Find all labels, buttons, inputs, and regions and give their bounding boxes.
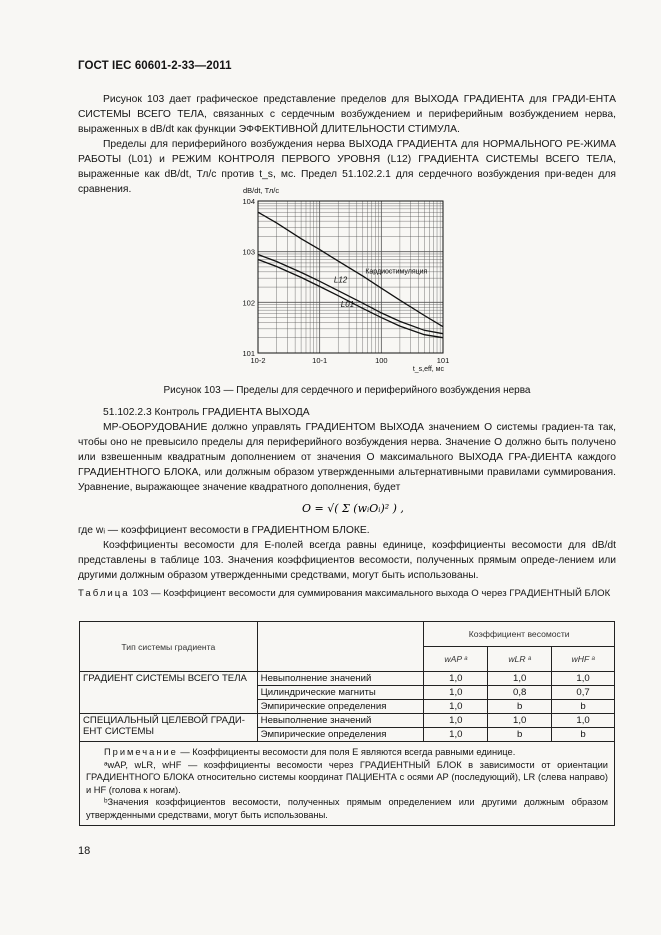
y-tick-label: 101 [242, 349, 255, 358]
note-text: — Коэффициенты весомости для поля E являются всегда равными единице. [180, 747, 516, 757]
note-general [86, 746, 608, 759]
group-special: СПЕЦИАЛЬНЫЙ ЦЕЛЕВОЙ ГРАДИ-ЕНТ СИСТЕМЫ [80, 714, 258, 742]
note-word: Примечание [104, 747, 178, 757]
group-whole-body: ГРАДИЕНТ СИСТЕМЫ ВСЕГО ТЕЛА [80, 672, 258, 714]
row-desc: Эмпирические определения [257, 700, 424, 714]
paragraph-weights [78, 523, 616, 583]
table-notes [80, 742, 615, 826]
series-label: L01 [340, 300, 355, 310]
formula [300, 488, 410, 528]
row-desc: Невыполнение значений [257, 714, 424, 728]
paragraph-5: Коэффициенты весомости для E-полей всегда равны единице, коэффициенты весомости для dB/dt представлены в таблице 103. Значения коэффициентов весомости, полученных прямым опреде-лением или другими должным образом утвержденными средствами, могут быть использованы. [78, 540, 616, 581]
cell-hf: b [552, 700, 615, 714]
cell-lr: b [488, 700, 552, 714]
paragraph-1: Рисунок 103 дает графическое представление пределов для ВЫХОДА ГРАДИЕНТА для ГРАДИ-ЕНТА СИСТЕМЫ ВСЕГО ТЕЛА, связанных с сердечным возбуждением и периферийным возбуждением нерва, выраженных в dB/dt как функции ЭФФЕКТИВНОЙ ДЛИТЕЛЬНОСТИ СТИМУЛА. [78, 94, 616, 135]
x-tick-label: 10-2 [250, 356, 266, 365]
paragraph-3: МР-ОБОРУДОВАНИЕ должно управлять ГРАДИЕНТОМ ВЫХОДА значением O системы градиен-та так, чтобы оно не превысило пределы для периферийного возбуждения нерва. Значение O должно быть получено или взвешенным квадратным дополнением от значения O максимального ВЫХОДА ГРА-ДИЕНТА каждого ГРАДИЕНТНОГО БЛОКА, или должным образом утвержденными альтернативными правилами суммирования. Уравнение, выражающее значение квадратного дополнения, будет [78, 422, 616, 493]
x-tick-label: 10-1 [312, 356, 328, 365]
section-title: 51.102.2.3 Контроль ГРАДИЕНТА ВЫХОДА [103, 407, 310, 418]
y-tick-label: 102 [242, 298, 255, 308]
limits-chart [225, 183, 465, 383]
cell-ap: 1,0 [424, 700, 488, 714]
cell-lr: b [488, 728, 552, 742]
col-empty [257, 622, 424, 672]
table-header-row [80, 622, 615, 647]
col-coef: Коэффициент весомости [424, 622, 615, 647]
col-system: Тип системы градиента [80, 622, 258, 672]
cell-lr: 1,0 [488, 714, 552, 728]
plot-frame [258, 201, 443, 353]
paragraph-4: где wᵢ — коэффициент весомости в ГРАДИЕНТНОМ БЛОКЕ. [78, 525, 370, 536]
col-w-hf: wHF ᵃ [552, 647, 615, 672]
document-header: ГОСТ IEC 60601-2-33—2011 [78, 60, 232, 72]
y-axis-label: dB/dt, Тл/с [243, 186, 280, 195]
x-tick-label: 101 [436, 356, 450, 365]
col-w-lr: wLR ᵃ [488, 647, 552, 672]
cell-hf: 0,7 [552, 686, 615, 700]
paragraph-2: Пределы для периферийного возбуждения нерва ВЫХОДА ГРАДИЕНТА для НОРМАЛЬНОГО РЕ-ЖИМА РАБОТЫ (L01) и РЕЖИМ КОНТРОЛЯ ПЕРВОГО УРОВНЯ (L12) ГРАДИЕНТА СИСТЕМЫ ВСЕГО ТЕЛА, выраженные как dB/dt, Тл/с против t_s, мс. Предел 51.102.2.1 для сердечного возбуждения при-веден для сравнения. [78, 139, 616, 195]
page-number: 18 [78, 845, 91, 857]
y-tick-label: 104 [242, 197, 255, 206]
chart-grid [258, 201, 443, 353]
note-b: ᵇЗначения коэффициентов весомости, полученных прямым определением или другими должным образом утвержденными средствами, могут быть использованы. [86, 797, 608, 820]
y-tick-label: 103 [242, 247, 255, 257]
table-row [80, 714, 615, 728]
paragraph-figure-intro [78, 92, 616, 137]
cell-ap: 1,0 [424, 686, 488, 700]
weighting-table [79, 621, 615, 826]
row-desc: Эмпирические определения [257, 728, 424, 742]
cell-ap: 1,0 [424, 672, 488, 686]
series-label: Кардиостимуляция [365, 268, 428, 276]
series-line-l12 [258, 255, 443, 334]
table-row [80, 672, 615, 686]
cell-hf: b [552, 728, 615, 742]
row-desc: Цилиндрические магниты [257, 686, 424, 700]
cell-ap: 1,0 [424, 728, 488, 742]
section-gradient-control [78, 405, 616, 495]
table-notes-row [80, 742, 615, 826]
table-title-rest: 103 — Коэффициент весомости для суммирования максимального выхода O через ГРАДИЕНТНЫЙ БЛОК [132, 588, 611, 599]
chart-labels [242, 186, 449, 373]
series-label: L12 [333, 275, 348, 285]
col-w-ap: wAP ᵃ [424, 647, 488, 672]
cell-hf: 1,0 [552, 672, 615, 686]
x-axis-label: t_s,eff, мс [412, 366, 444, 373]
formula-text: O = √( Σ (wᵢOᵢ)² ) , [302, 502, 404, 515]
cell-lr: 0,8 [488, 686, 552, 700]
x-tick-label: 100 [375, 356, 388, 365]
figure-caption: Рисунок 103 — Пределы для сердечного и периферийного возбуждения нерва [163, 385, 531, 396]
row-desc: Невыполнение значений [257, 672, 424, 686]
note-a: ᵃwAP, wLR, wHF — коэффициенты весомости через ГРАДИЕНТНЫЙ БЛОК в зависимости от ориентации ГРАДИЕНТНОГО БЛОКА относительно системы координат ПАЦИЕНТА с осями AP (последующий), LR (слева направо) и HF (голова к ногам). [86, 759, 608, 795]
cell-ap: 1,0 [424, 714, 488, 728]
table-title-word: Таблица [78, 588, 130, 599]
cell-lr: 1,0 [488, 672, 552, 686]
table-title [78, 588, 616, 600]
cell-hf: 1,0 [552, 714, 615, 728]
